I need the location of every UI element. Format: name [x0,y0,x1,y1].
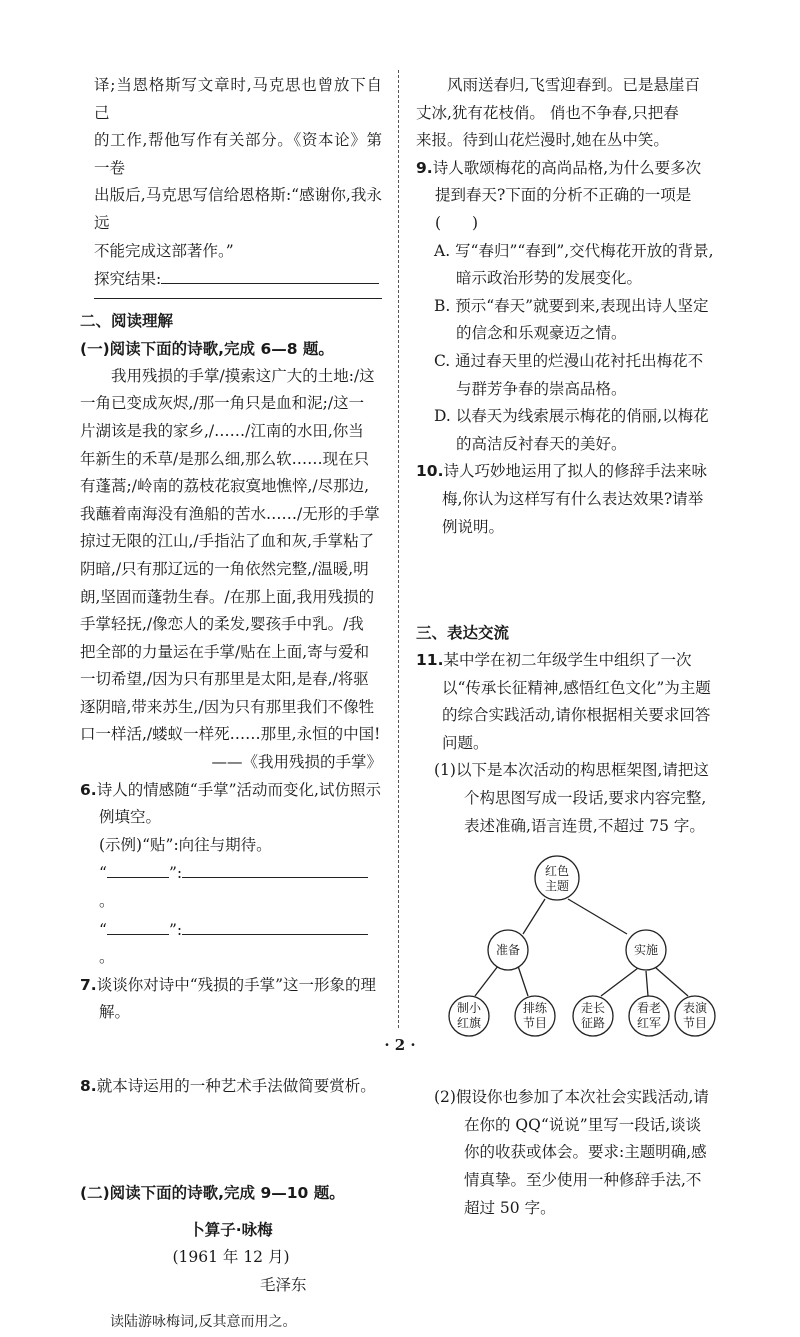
poem-line: 片湖该是我的家乡,/……/江南的水田,你当 [80,421,364,440]
leaf-2-label-1: 排练 [522,1001,548,1016]
q6-text: 诗人的情感随“手掌”活动而变化,试仿照示例填空。 [96,780,381,827]
q11-number: 11. [416,651,444,670]
q8-text: 就本诗运用的一种艺术手法做简要赏析。 [96,1077,376,1095]
poem2-line: 来报。待到山花烂漫时,她在丛中笑。 [416,131,669,150]
poem-line: 我蘸着南海没有渔船的苦水……/无形的手掌 [80,504,380,523]
q6-fill-row [80,916,382,972]
q6-number: 6. [80,780,97,799]
q9-option-c[interactable]: C. 通过春天里的烂漫山花衬托出梅花不与群芳争春的崇高品格。 [434,351,704,398]
node-leaf-2 [515,996,555,1036]
node-implement-label: 实施 [633,943,659,958]
poem-line: 掠过无限的江山,/手指沾了血和灰,手掌粘了 [80,532,375,551]
q11-text: 某中学在初二年级学生中组织了一次以“传承长征精神,感悟红色文化”为主题的综合实践活动,请你根据相关要求回答问题。 [442,651,711,752]
edge-right-l4 [646,971,648,996]
node-leaf-3 [573,996,613,1036]
q10-number: 10. [416,462,444,481]
page-number: · 2 · [384,1036,416,1054]
q10-text: 诗人巧妙地运用了拟人的修辞手法来咏梅,你认为这样写有什么表达效果?请举例说明。 [442,462,707,536]
poem2-line: 丈冰,犹有花枝俏。 俏也不争春,只把春 [416,103,679,122]
poem-line: 有蓬蒿;/岭南的荔枝花寂寞地憔悴,/尽那边, [80,477,370,496]
leaf-3-label-2: 征路 [580,1016,606,1031]
q11-sub-2: (2)假设你也参加了本次社会实践活动,请在你的 QQ“说说”里写一段话,谈谈你的收获或体会。要求:主题明确,感情真挚。至少使用一种修辞手法,不超过 50 字。 [434,1088,709,1217]
edge-right-l5 [656,968,688,996]
poem2-preface: 读陆游咏梅词,反其意而用之。 [110,1314,297,1331]
leaf-3-label-1: 走长 [580,1001,606,1016]
node-implement [626,930,666,970]
section-2-title: 二、阅读理解 [80,311,174,330]
q9-option-d[interactable]: D. 以春天为线索展示梅花的俏丽,以梅花的高洁反衬春天的美好。 [434,407,709,453]
poem-line: 一角已变成灰烬,/那一角只是血和泥;/这一 [80,394,365,413]
question-11 [416,647,716,757]
q6-blank-feeling[interactable] [182,916,368,935]
poem-line: 口一样活,/蝼蚁一样死……那里,永恒的中国! [80,725,381,744]
node-prepare [488,930,528,970]
result-blank-line[interactable] [94,298,382,299]
q11-sub-1: (1)以下是本次活动的构思框架图,请把这个构思图写成一段话,要求内容完整,表述准确,语言连贯,不超过 75 字。 [434,761,709,835]
q6-open-quote: “ [99,920,107,939]
poem-line: 把全部的力量运在手掌/贴在上面,寄与爱和 [80,642,370,661]
node-leaf-5 [675,996,715,1036]
q6-period: 。 [99,948,115,967]
node-prepare-label: 准备 [495,943,521,958]
edge-left-l2 [518,966,528,996]
cont-line: 不能完成这部著作。” [94,241,234,260]
result-blank[interactable] [161,265,379,284]
q6-close-quote: ”: [168,864,183,883]
question-9 [416,155,716,238]
cont-line: 出版后,马克思写信给恩格斯:“感谢你,我永远 [94,186,382,232]
q7-number: 7. [80,975,97,994]
q8-number: 8. [80,1077,97,1095]
poem2-date: (1961 年 12 月) [172,1248,290,1267]
q9-number: 9. [416,158,433,177]
cont-line: 译;当恩格斯写文章时,马克思也曾放下自己 [94,76,382,122]
part-2-heading: (二)阅读下面的诗歌,完成 9—10 题。 [80,1183,345,1202]
poem-line: 一切希望,/因为只有那里是太阳,是春,/将驱 [80,670,369,689]
q10-answer-space[interactable] [416,541,716,619]
q9-option-b[interactable]: B. 预示“春天”就要到来,表现出诗人坚定的信念和乐观豪迈之情。 [434,296,709,343]
leaf-4-label-1: 看老 [636,1001,662,1016]
question-7 [80,972,382,1027]
poem2-title: 卜算子·咏梅 [189,1220,273,1239]
result-line [94,265,382,294]
question-10 [416,458,716,541]
leaf-5-label-2: 节目 [682,1016,708,1031]
q6-blank-word[interactable] [107,916,169,935]
question-6 [80,777,382,832]
q6-blank-feeling[interactable] [182,859,368,878]
poem-line: 年新生的禾草/是那么细,那么软……现在只 [80,449,370,468]
leaf-4-label-2: 红军 [636,1016,662,1031]
leaf-1-label-1: 制小 [456,1001,482,1016]
q8-answer-space[interactable] [80,1101,382,1179]
poem-line: 我用残损的手掌/摸索这广大的土地:/这 [111,366,375,385]
edge-right-l3 [601,968,638,996]
poem-line: 朗,坚固而蓬勃生春。/在那上面,我用残损的 [80,587,375,606]
column-divider [398,70,399,1028]
q6-period: 。 [99,892,115,911]
q6-fill-row [80,859,382,915]
node-leaf-4 [629,996,669,1036]
poem-1 [80,363,382,749]
node-leaf-1 [449,996,489,1036]
question-8 [80,1073,382,1101]
poem-line: 阴暗,/只有那辽远的一角依然完整,/温暖,明 [80,559,369,578]
q7-text: 谈谈你对诗中“残损的手掌”这一形象的理解。 [96,975,377,1022]
poem2-line: 风雨送春归,飞雪迎春到。已是悬崖百 [447,76,700,94]
poem-line: 手掌轻抚,/像恋人的柔发,婴孩手中乳。/我 [80,615,364,634]
part-1-heading: (一)阅读下面的诗歌,完成 6—8 题。 [80,339,334,358]
edge-root-right [568,899,627,934]
edge-root-left [523,899,545,934]
section-3-title: 三、表达交流 [416,624,510,643]
node-root-label-1: 红色 [544,864,570,879]
poem2-author: 毛泽东 [260,1275,307,1294]
q6-blank-word[interactable] [107,859,169,878]
edge-left-l1 [475,966,498,996]
continued-text [80,72,382,294]
q6-example: (示例)“贴”:向往与期待。 [99,835,272,854]
node-root [535,856,579,900]
q6-open-quote: “ [99,864,107,883]
poem-line: 逐阴暗,带来苏生,/因为只有那里我们不像牲 [80,697,375,716]
q9-option-a[interactable]: A. 写“春归”“春到”,交代梅花开放的背景,暗示政治形势的发展变化。 [434,241,714,288]
leaf-5-label-1: 表演 [682,1001,708,1016]
poem-2-text [416,72,716,155]
poem-source: ——《我用残损的手掌》 [211,753,382,772]
leaf-1-label-2: 红旗 [456,1016,482,1031]
left-column [80,72,382,1337]
result-label: 探究结果: [94,270,162,289]
q6-close-quote: ”: [168,920,183,939]
q9-text: 诗人歌颂梅花的高尚品格,为什么要多次提到春天?下面的分析不正确的一项是( ) [432,158,702,232]
node-root-label-2: 主题 [544,879,570,894]
cont-line: 的工作,帮他写作有关部分。《资本论》第一卷 [94,131,382,177]
leaf-2-label-2: 节目 [522,1016,548,1031]
concept-diagram [416,844,716,1040]
